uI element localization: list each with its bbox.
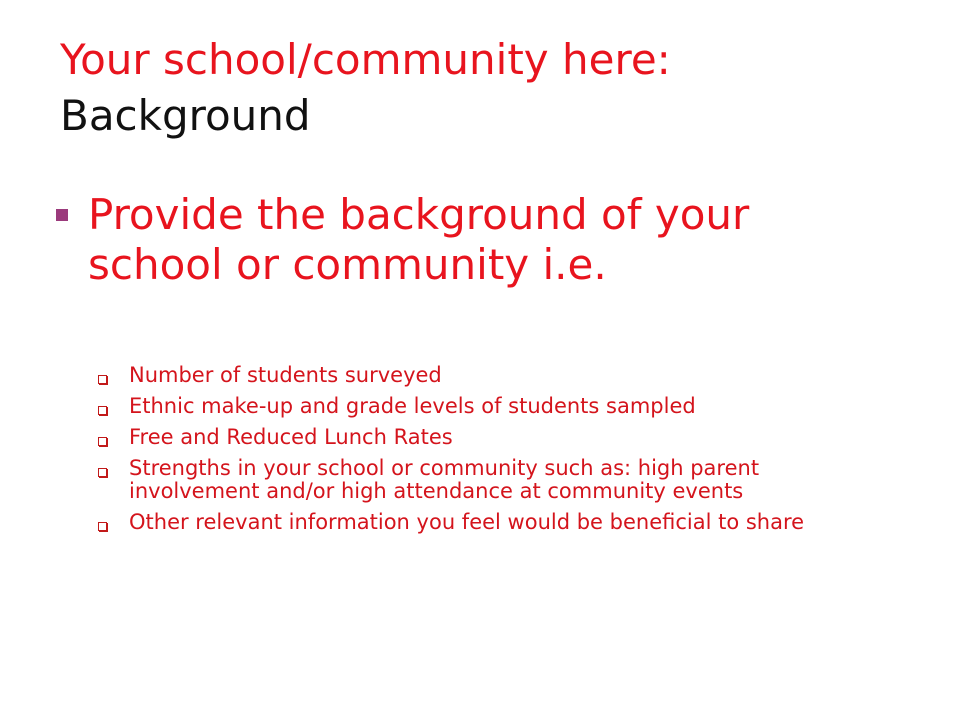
list-item-text: Strengths in your school or community such as: high parent involvement and/or high attendance at community events [129, 456, 760, 503]
list-item [98, 457, 898, 503]
list-item [98, 511, 898, 534]
list-item [98, 395, 898, 418]
slide-title [60, 32, 920, 144]
list-item-text: Number of students surveyed [129, 363, 442, 387]
list-item-text: Other relevant information you feel would be beneficial to share [129, 510, 805, 534]
title-line-1: Your school/community here: [60, 35, 671, 84]
hollow-square-bullet-icon [98, 406, 107, 415]
square-bullet-icon [56, 209, 68, 221]
hollow-square-bullet-icon [98, 437, 107, 446]
hollow-square-bullet-icon [98, 375, 107, 384]
main-bullet-text: Provide the background of your school or community i.e. [88, 190, 750, 289]
sub-bullet-list [98, 364, 898, 542]
list-item-text: Ethnic make-up and grade levels of students sampled [129, 394, 696, 418]
title-line-2: Background [60, 91, 311, 140]
hollow-square-bullet-icon [98, 468, 107, 477]
list-item-text: Free and Reduced Lunch Rates [129, 425, 453, 449]
main-bullet-item [56, 190, 916, 290]
hollow-square-bullet-icon [98, 522, 107, 531]
list-item [98, 364, 898, 387]
list-item [98, 426, 898, 449]
